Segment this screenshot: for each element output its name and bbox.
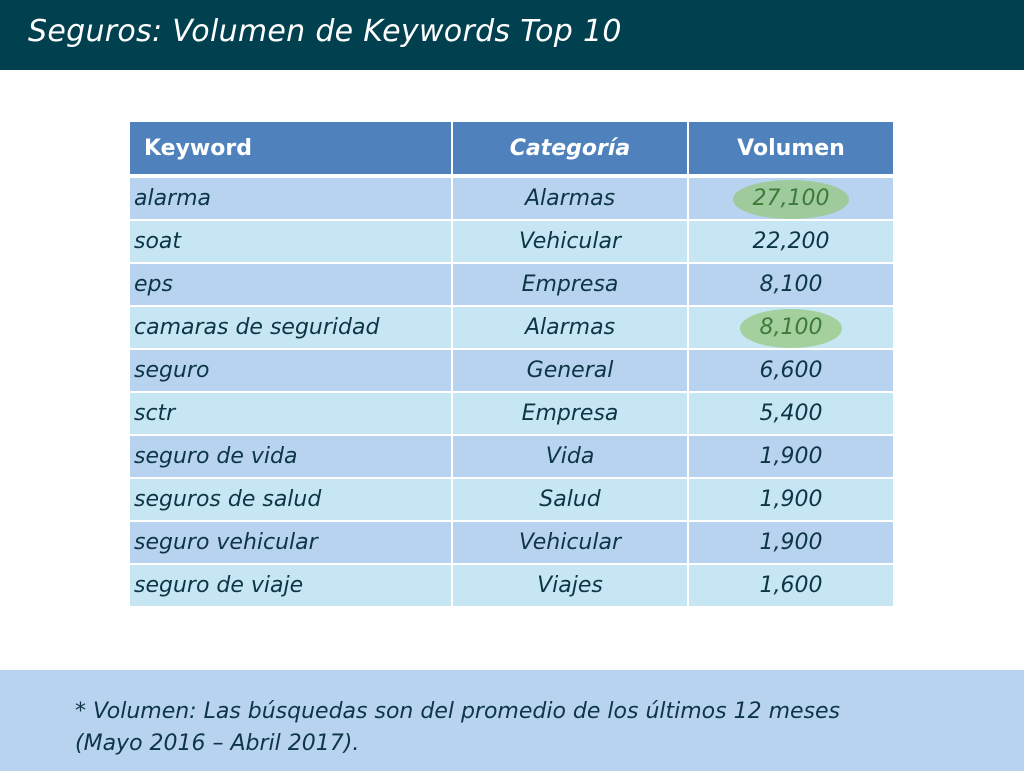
volume-cell <box>688 564 893 607</box>
category-cell: Empresa <box>452 392 688 435</box>
volume-value: 5,400 <box>759 401 823 426</box>
table-row <box>130 306 893 349</box>
keyword-cell: seguros de salud <box>130 478 452 521</box>
volume-value: 1,900 <box>759 530 823 555</box>
keywords-table <box>130 122 893 608</box>
volume-value: 8,100 <box>759 272 823 297</box>
table-header-row <box>130 122 893 176</box>
volume-value: 1,900 <box>759 487 823 512</box>
table-row <box>130 435 893 478</box>
category-cell: Salud <box>452 478 688 521</box>
category-cell: Alarmas <box>452 176 688 220</box>
volume-cell <box>688 521 893 564</box>
category-cell: Vehicular <box>452 521 688 564</box>
keyword-cell: sctr <box>130 392 452 435</box>
keyword-cell: alarma <box>130 176 452 220</box>
table-row <box>130 176 893 220</box>
volume-value: 1,600 <box>759 573 823 598</box>
category-cell: Empresa <box>452 263 688 306</box>
header-volumen: Volumen <box>688 122 893 176</box>
footnote <box>75 696 975 760</box>
volume-cell <box>688 392 893 435</box>
table-row <box>130 564 893 607</box>
keyword-cell: camaras de seguridad <box>130 306 452 349</box>
keyword-cell: soat <box>130 220 452 263</box>
table-row <box>130 263 893 306</box>
highlighted-volume: 8,100 <box>759 315 823 340</box>
volume-cell <box>688 306 893 349</box>
volume-value: 6,600 <box>759 358 823 383</box>
volume-cell <box>688 435 893 478</box>
header-categoria: Categoría <box>452 122 688 176</box>
page-title: Seguros: Volumen de Keywords Top 10 <box>28 14 622 49</box>
table-row <box>130 349 893 392</box>
category-cell: Viajes <box>452 564 688 607</box>
title-bar <box>0 0 1024 70</box>
volume-cell <box>688 176 893 220</box>
footnote-bar <box>0 670 1024 771</box>
footnote-line-2: (Mayo 2016 – Abril 2017). <box>75 731 360 756</box>
table-row <box>130 521 893 564</box>
volume-value: 22,200 <box>752 229 830 254</box>
keyword-cell: seguro de vida <box>130 435 452 478</box>
volume-cell <box>688 220 893 263</box>
table-row <box>130 478 893 521</box>
highlighted-volume: 27,100 <box>752 186 830 211</box>
volume-value: 1,900 <box>759 444 823 469</box>
volume-cell <box>688 349 893 392</box>
category-cell: Vehicular <box>452 220 688 263</box>
keyword-cell: seguro vehicular <box>130 521 452 564</box>
table-row <box>130 220 893 263</box>
category-cell: Vida <box>452 435 688 478</box>
keyword-cell: seguro <box>130 349 452 392</box>
volume-cell <box>688 478 893 521</box>
category-cell: Alarmas <box>452 306 688 349</box>
keyword-cell: seguro de viaje <box>130 564 452 607</box>
header-keyword: Keyword <box>130 122 452 176</box>
keyword-cell: eps <box>130 263 452 306</box>
volume-cell <box>688 263 893 306</box>
category-cell: General <box>452 349 688 392</box>
footnote-line-1: * Volumen: Las búsquedas son del promedio de los últimos 12 meses <box>75 699 840 724</box>
table-row <box>130 392 893 435</box>
